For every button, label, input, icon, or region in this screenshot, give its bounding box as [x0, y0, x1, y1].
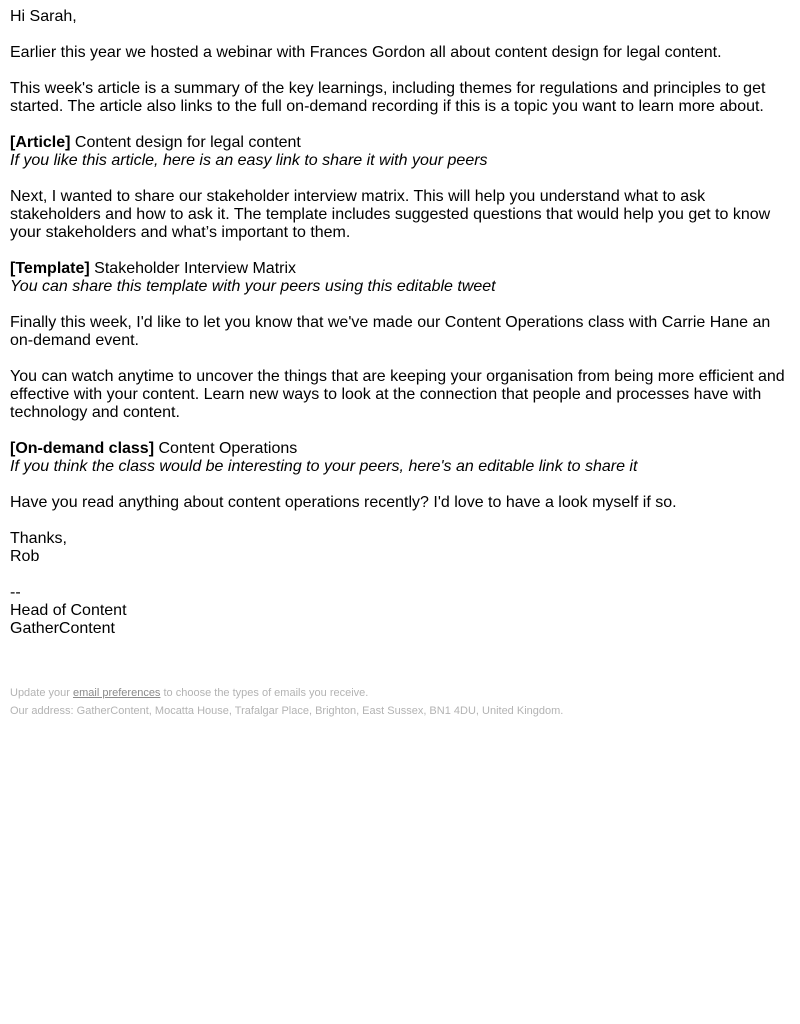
email-footer [10, 684, 790, 720]
template-block [10, 260, 790, 296]
class-share-link[interactable]: If you think the class would be interesting to your peers, here's an editable link to share it [10, 458, 638, 475]
class-link[interactable] [10, 440, 297, 457]
article-block [10, 134, 790, 170]
signature-company: GatherContent [10, 620, 115, 637]
article-tag: [Article] [10, 134, 71, 151]
template-tag: [Template] [10, 260, 90, 277]
ops-detail-paragraph: You can watch anytime to uncover the things that are keeping your organisation from being more efficient and effective with your content. Learn new ways to look at the connection that people and processes have with technology and content. [10, 368, 785, 421]
signoff-name: Rob [10, 548, 40, 565]
preferences-line [10, 684, 790, 702]
greeting: Hi Sarah, [10, 8, 77, 25]
signoff-thanks: Thanks, [10, 530, 67, 547]
class-title: Content Operations [158, 440, 298, 457]
postal-address: Our address: GatherContent, Mocatta House, Trafalgar Place, Brighton, East Sussex, BN1 4DU, United Kingdom. [10, 705, 564, 717]
matrix-paragraph: Next, I wanted to share our stakeholder interview matrix. This will help you understand what to ask stakeholders and how to ask it. The template includes suggested questions that would help you get to know your stakeholders and what’s important to them. [10, 188, 771, 241]
question-paragraph: Have you read anything about content operations recently? I'd love to have a look myself if so. [10, 494, 677, 511]
class-block [10, 440, 790, 476]
signature-role: Head of Content [10, 602, 127, 619]
preferences-suffix: to choose the types of emails you receive. [163, 687, 369, 699]
email-preferences-link[interactable]: email preferences [73, 687, 161, 699]
ops-intro-paragraph: Finally this week, I'd like to let you know that we've made our Content Operations class with Carrie Hane an on-demand event. [10, 314, 771, 349]
signature [10, 584, 790, 638]
preferences-prefix: Update your [10, 687, 70, 699]
template-title: Stakeholder Interview Matrix [94, 260, 297, 277]
class-tag: [On-demand class] [10, 440, 155, 457]
article-link[interactable] [10, 134, 301, 151]
article-title: Content design for legal content [74, 134, 301, 151]
article-share-link[interactable]: If you like this article, here is an easy link to share it with your peers [10, 152, 488, 169]
signature-separator: -- [10, 584, 21, 601]
intro-paragraph: Earlier this year we hosted a webinar with Frances Gordon all about content design for legal content. [10, 44, 722, 61]
summary-paragraph: This week's article is a summary of the key learnings, including themes for regulations and principles to get started. The article also links to the full on-demand recording if this is a topic you want to learn more about. [10, 80, 766, 115]
template-share-link[interactable]: You can share this template with your peers using this editable tweet [10, 278, 496, 295]
template-link[interactable] [10, 260, 296, 277]
signoff [10, 530, 790, 566]
